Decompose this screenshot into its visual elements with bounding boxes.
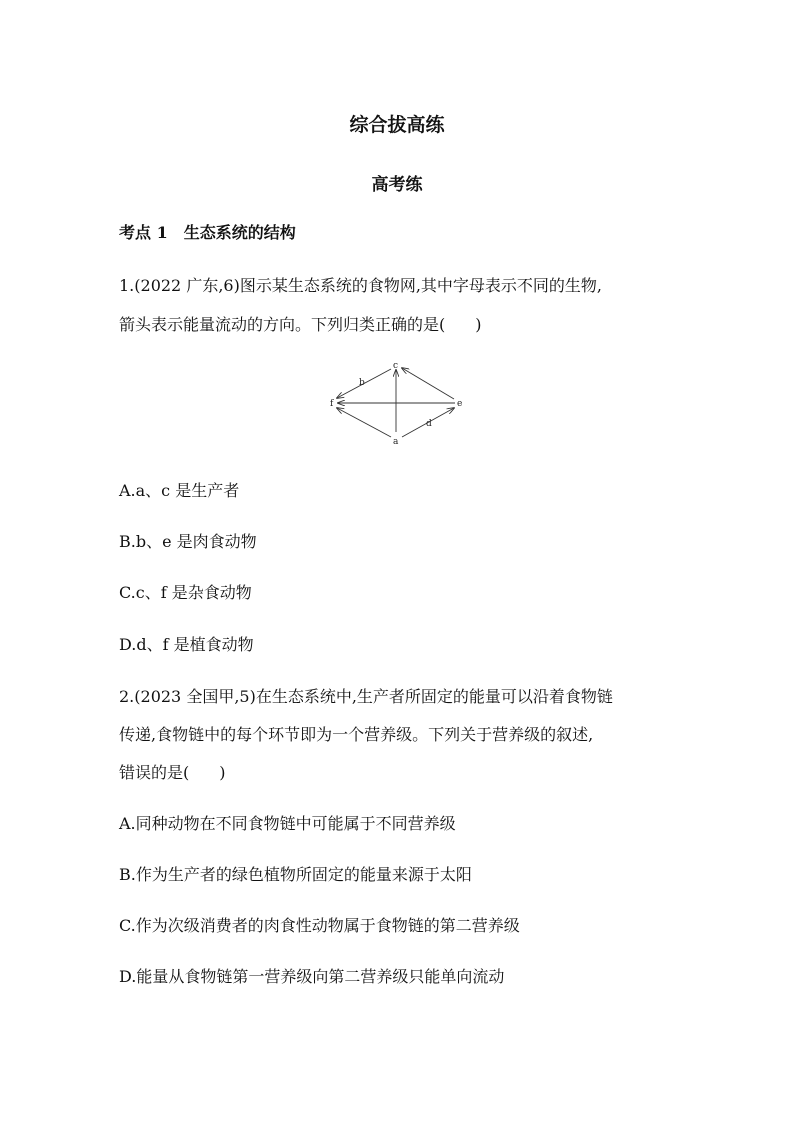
page-title: 综合拔高练 [349,114,445,136]
node-e: e [457,399,463,409]
question-1-option-c: C.c、f 是杂食动物 [119,583,252,602]
question-1-stem-end: 箭头表示能量流动的方向。下列归类正确的是( [119,315,446,334]
question-2-option-b: B.作为生产者的绿色植物所固定的能量来源于太阳 [119,865,472,884]
question-2-option-a: A.同种动物在不同食物链中可能属于不同营养级 [119,814,456,833]
closing-paren: ) [475,315,482,334]
question-1-line-2 [119,312,482,335]
node-a: a [393,437,399,447]
question-2-line-3 [119,760,226,783]
question-1-option-b: B.b、e 是肉食动物 [119,532,257,551]
food-web-diagram [325,358,475,448]
node-b: b [359,378,365,388]
question-2-stem-end: 错误的是( [119,763,190,782]
closing-paren: ) [219,763,226,782]
node-c: c [393,361,399,371]
section-heading: 考点 1 生态系统的结构 [119,223,296,242]
edge-a-to-f [337,408,391,437]
page-subtitle: 高考练 [371,175,423,195]
question-2-option-c: C.作为次级消费者的肉食性动物属于食物链的第二营养级 [119,916,520,935]
node-d: d [426,419,432,429]
question-1-option-a: A.a、c 是生产者 [119,481,240,500]
question-1-line-1: 1.(2022 广东,6)图示某生态系统的食物网,其中字母表示不同的生物, [119,276,602,295]
question-1-option-d: D.d、f 是植食动物 [119,635,254,654]
question-2-option-d: D.能量从食物链第一营养级向第二营养级只能单向流动 [119,967,505,986]
question-2-line-1: 2.(2023 全国甲,5)在生态系统中,生产者所固定的能量可以沿着食物链 [119,687,613,706]
question-2-line-2: 传递,食物链中的每个环节即为一个营养级。下列关于营养级的叙述, [119,725,594,744]
edge-e-to-c [402,368,454,399]
node-f: f [330,399,334,409]
